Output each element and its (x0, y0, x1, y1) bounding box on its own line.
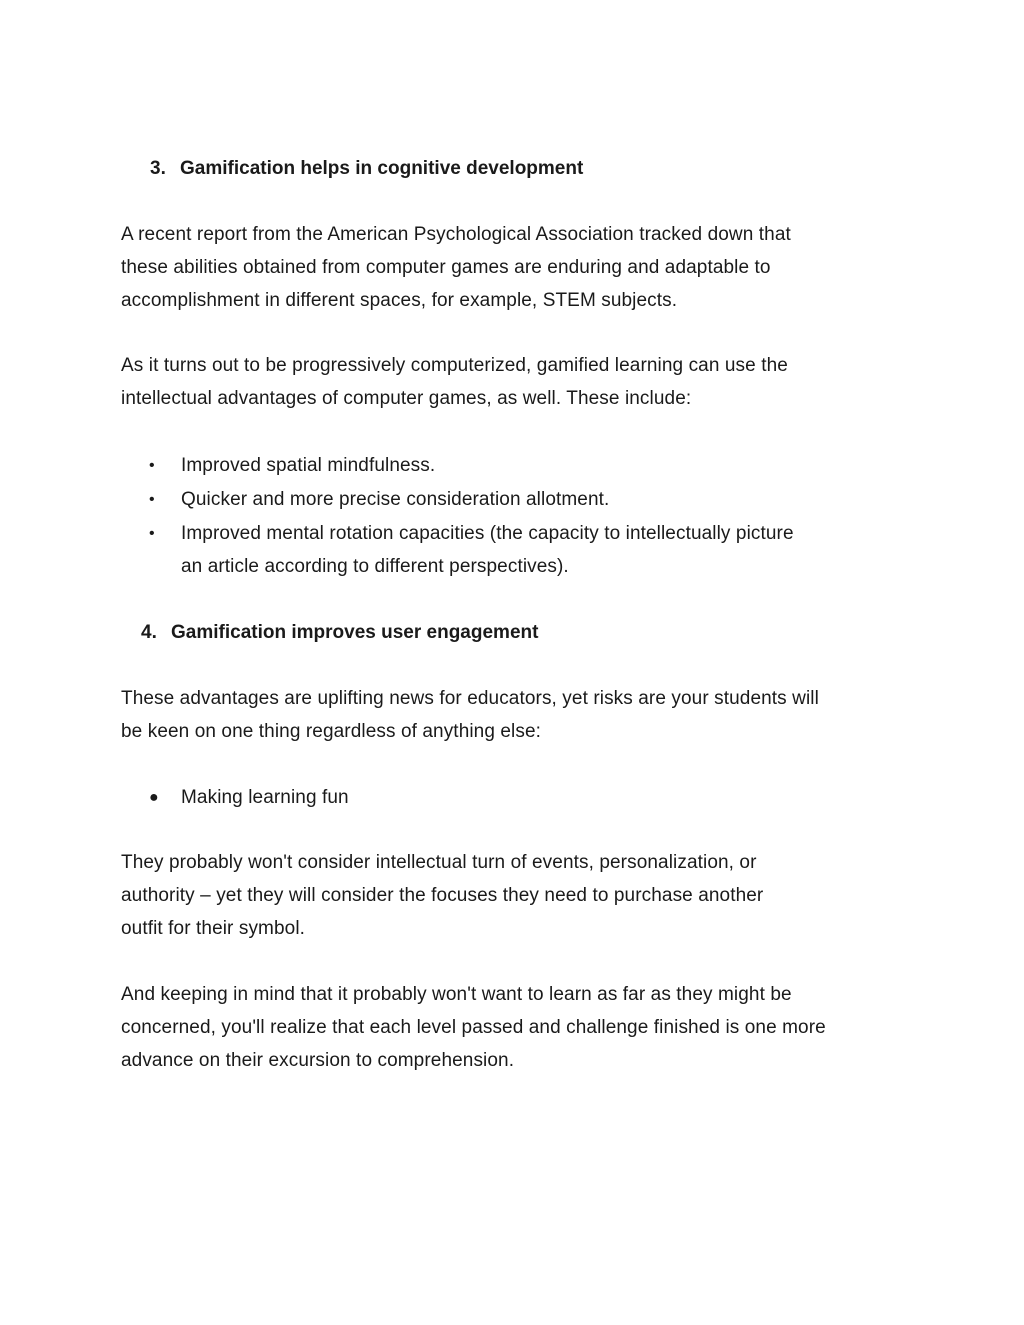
section-4-title: Gamification improves user engagement (171, 622, 539, 643)
paragraph-uplifting-news (121, 682, 819, 748)
section-3-number: 3. (150, 158, 166, 179)
list-item-text: Improved mental rotation capacities (the capacity to intellectually picture (181, 523, 794, 544)
paragraph-line: outfit for their symbol. (121, 918, 306, 939)
list-item-text: Making learning fun (181, 787, 349, 808)
bullet-marker: • (149, 491, 155, 508)
bullet-marker: • (149, 457, 155, 474)
paragraph-line: accomplishment in different spaces, for example, STEM subjects. (121, 290, 678, 311)
section-3-title: Gamification helps in cognitive development (180, 158, 584, 179)
paragraph-line: intellectual advantages of computer games, as well. These include: (121, 388, 692, 409)
bullet-marker: ● (149, 789, 159, 806)
bullet-marker: • (149, 525, 155, 542)
section-4-number: 4. (141, 622, 157, 643)
paragraph-line: As it turns out to be progressively computerized, gamified learning can use the (121, 355, 788, 376)
paragraph-comprehension (121, 978, 826, 1077)
section-3-heading (150, 152, 583, 185)
list-item-text: Improved spatial mindfulness. (181, 455, 436, 476)
paragraph-line: these abilities obtained from computer games are enduring and adaptable to (121, 257, 771, 278)
paragraph-line: A recent report from the American Psychological Association tracked down that (121, 224, 791, 245)
paragraph-line: And keeping in mind that it probably won't want to learn as far as they might be (121, 984, 792, 1005)
list-item-text: an article according to different perspectives). (181, 556, 569, 577)
paragraph-line: They probably won't consider intellectual turn of events, personalization, or (121, 852, 757, 873)
paragraph-line: advance on their excursion to comprehension. (121, 1050, 515, 1071)
section-4-heading (141, 616, 538, 649)
paragraph-line: These advantages are uplifting news for educators, yet risks are your students will (121, 688, 819, 709)
paragraph-students-focus (121, 846, 763, 945)
paragraph-apa-report (121, 218, 791, 317)
paragraph-line: be keen on one thing regardless of anything else: (121, 721, 542, 742)
paragraph-line: concerned, you'll realize that each level passed and challenge finished is one more (121, 1017, 826, 1038)
paragraph-intellectual-advantages (121, 349, 788, 415)
list-item-text: Quicker and more precise consideration allotment. (181, 489, 610, 510)
paragraph-line: authority – yet they will consider the focuses they need to purchase another (121, 885, 764, 906)
